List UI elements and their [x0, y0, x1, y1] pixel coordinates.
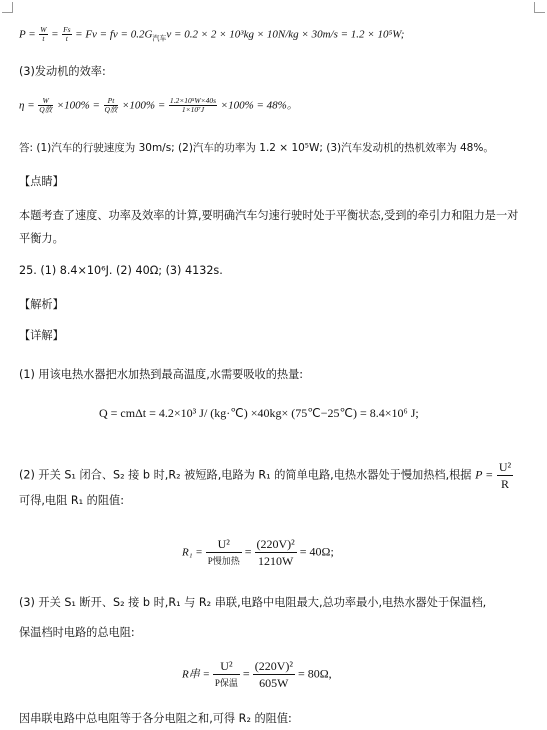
r1-intro: 可得,电阻 R₁ 的阻值: — [19, 494, 125, 507]
answer-summary: 答: (1)汽车的行驶速度为 30m/s; (2)汽车的功率为 1.2 × 10⁵W; (3)汽车发动机的热机效率为 48%。 — [19, 142, 494, 154]
fraction-fs-over-t: $\frac{Fs}{t}$ — [63, 25, 71, 43]
section-jiexi: 【解析】 — [19, 298, 64, 311]
power-formula-line: P = $\frac{W}{t}$ = $\frac{Fs}{t}$ = Fv = fv = $0.2G_{汽车}v = 0.2 \times 2 \times 10^3kg \times 10N/kg \times 30m/s = 1.2 \times 10^5W$; — [19, 25, 405, 43]
comment-paragraph-2: 平衡力。 — [19, 232, 64, 245]
q25-answers: 25. (1) 8.4×10⁶J. (2) 40Ω; (3) 4132s. — [19, 264, 223, 277]
comment-paragraph-1: 本题考查了速度、功率及效率的计算,要明确汽车匀速行驶时处于平衡状态,受到的牵引力和阻力是一对 — [19, 209, 519, 222]
crop-mark-top-left — [2, 2, 13, 13]
fraction-w-over-q: $\frac{W}{\text{Q放}}$ — [39, 96, 53, 114]
fraction-numeric: $\frac{\text{1.2×10⁵W×40s}}{\text{1×10⁷J}}$ — [169, 96, 217, 114]
fraction-220v-over-605w: $\frac{\text{(220V)²}}{605W}$ — [254, 659, 293, 690]
fraction-w-over-t: $\frac{W}{t}$ — [40, 25, 47, 43]
fraction-u2-over-r: $\frac{\text{U²}}{R}$ — [498, 460, 512, 491]
efficiency-heading: (3)发动机的效率: — [19, 65, 106, 78]
section-xiangjie: 【详解】 — [19, 329, 64, 342]
fraction-u2-over-p-slow: $\frac{\text{U²}}{\text{P慢加热}}$ — [207, 537, 240, 566]
part1-intro: (1) 用该电热水器把水加热到最高温度,水需要吸收的热量: — [19, 368, 304, 381]
fraction-pt-over-q: $\frac{Pt}{\text{Q放}}$ — [104, 96, 118, 114]
fraction-220v-over-1210w: $\frac{\text{(220V)²}}{1210W}$ — [256, 537, 295, 568]
fraction-u2-over-p-keep: $\frac{\text{U²}}{\text{P保温}}$ — [214, 659, 238, 688]
heat-equation: Q = cmΔt = 4.2×10³ J/ (kg·℃) ×40kg× (75℃−25℃) = 8.4×10⁶ J; — [99, 406, 419, 420]
r2-intro: 因串联电路中总电阻等于各分电阻之和,可得 R₂ 的阻值: — [19, 712, 292, 725]
r1-equation: R₁ = $\frac{\text{U²}}{\text{P慢加热}}$ = $\frac{\text{(220V)²}}{1210W}$ = 40Ω; — [182, 537, 334, 568]
total-resistance-intro: 保温档时电路的总电阻: — [19, 626, 135, 639]
section-dianjing: 【点睛】 — [19, 175, 64, 188]
r-series-equation: R串 = $\frac{\text{U²}}{\text{P保温}}$ = $\frac{\text{(220V)²}}{605W}$ = 80Ω, — [182, 659, 332, 690]
efficiency-formula-line: η = $\frac{W}{\text{Q放}}$ ×100% = $\frac{Pt}{\text{Q放}}$ ×100% = $\frac{\text{1.2×10⁵W×40s}}{\text{1×10⁷J}}$ ×100% = 48%。 — [19, 96, 298, 114]
part3-intro: (3) 开关 S₁ 断开、S₂ 接 b 时,R₁ 与 R₂ 串联,电路中电阻最大,总功率最小,电热水器处于保温档, — [19, 596, 487, 609]
part2-intro: (2) 开关 S₁ 闭合、S₂ 接 b 时,R₂ 被短路,电路为 R₁ 的简单电路,电热水器处于慢加热档,根据 P = $\frac{\text{U²}}{R}$ — [19, 460, 512, 491]
crop-mark-top-right — [534, 2, 545, 13]
